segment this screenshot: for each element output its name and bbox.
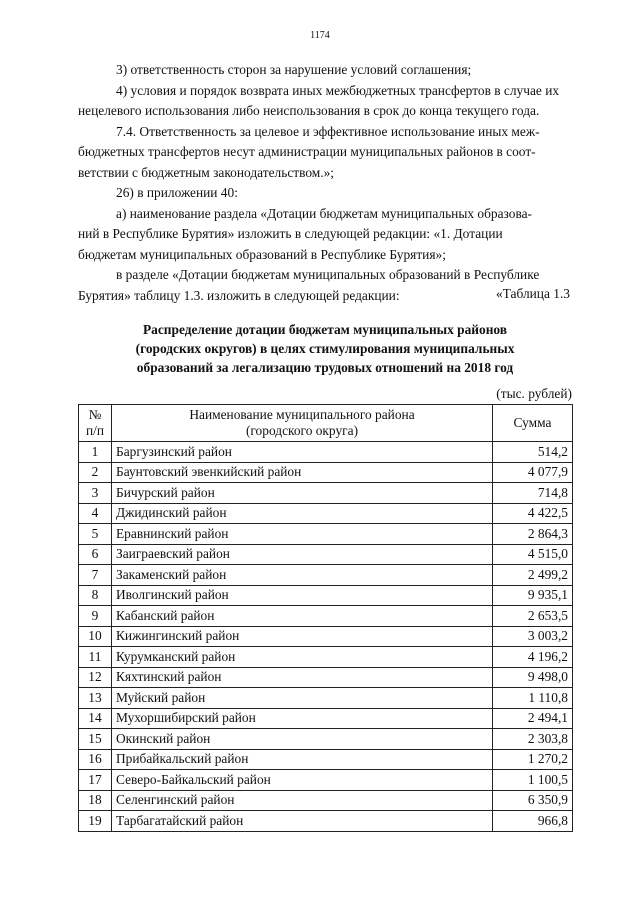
row-number: 12: [79, 667, 112, 688]
header-name-line: (городского округа): [245, 423, 359, 438]
header-number-line: №: [88, 407, 102, 422]
district-name: Тарбагатайский район: [112, 811, 493, 832]
row-sum: 1 110,8: [493, 688, 573, 709]
district-name: Окинский район: [112, 729, 493, 750]
table-title-line: Распределение дотации бюджетам муниципальных районов: [142, 322, 508, 337]
row-number: 14: [79, 708, 112, 729]
district-name: Муйский район: [112, 688, 493, 709]
page-number: 1174: [310, 30, 330, 41]
row-sum: 714,8: [493, 483, 573, 504]
district-name: Мухоршибирский район: [112, 708, 493, 729]
table-row: [79, 483, 573, 504]
row-number: 7: [79, 565, 112, 586]
table-row: [79, 770, 573, 791]
text-line: а) наименование раздела «Дотации бюджетам муниципальных образова-: [116, 205, 532, 221]
header-sum: Сумма: [493, 405, 573, 442]
row-number: 3: [79, 483, 112, 504]
header-name-line: Наименование муниципального района: [189, 407, 415, 422]
district-name: Баунтовский эвенкийский район: [112, 462, 493, 483]
table-row: [79, 544, 573, 565]
row-sum: 3 003,2: [493, 626, 573, 647]
district-name: Курумканский район: [112, 647, 493, 668]
district-name: Кяхтинский район: [112, 667, 493, 688]
table-row: [79, 749, 573, 770]
district-name: Бичурский район: [112, 483, 493, 504]
district-name: Баргузинский район: [112, 442, 493, 463]
row-number: 1: [79, 442, 112, 463]
table-row: [79, 606, 573, 627]
district-name: Селенгинский район: [112, 790, 493, 811]
row-number: 6: [79, 544, 112, 565]
text-line: 7.4. Ответственность за целевое и эффективное использование иных меж-: [116, 123, 540, 139]
row-sum: 514,2: [493, 442, 573, 463]
table-row: [79, 790, 573, 811]
row-sum: 966,8: [493, 811, 573, 832]
row-number: 10: [79, 626, 112, 647]
row-sum: 2 653,5: [493, 606, 573, 627]
table-row: [79, 585, 573, 606]
row-sum: 6 350,9: [493, 790, 573, 811]
table-title-line: образований за легализацию трудовых отношений на 2018 год: [136, 360, 514, 375]
table-row: [79, 708, 573, 729]
table-row: [79, 729, 573, 750]
text-line: 4) условия и порядок возврата иных межбюджетных трансфертов в случае их: [116, 82, 560, 98]
district-name: Иволгинский район: [112, 585, 493, 606]
district-name: Прибайкальский район: [112, 749, 493, 770]
text-line: ний в Республике Бурятия» изложить в следующей редакции: «1. Дотации: [78, 226, 503, 241]
text-line: бюджетных трансфертов несут администрации муниципальных районов в соот-: [78, 144, 536, 159]
table-title-line: (городских округов) в целях стимулирования муниципальных: [135, 341, 515, 356]
row-number: 8: [79, 585, 112, 606]
district-name: Закаменский район: [112, 565, 493, 586]
table-label: «Таблица 1.3: [495, 286, 570, 301]
row-sum: 2 499,2: [493, 565, 573, 586]
row-number: 18: [79, 790, 112, 811]
district-name: Северо-Байкальский район: [112, 770, 493, 791]
table-row: [79, 667, 573, 688]
text-line: Бурятия» таблицу 1.3. изложить в следующей редакции:: [78, 287, 400, 303]
row-sum: 2 303,8: [493, 729, 573, 750]
row-sum: 1 270,2: [493, 749, 573, 770]
text-line: бюджетам муниципальных образований в Республике Бурятия»;: [78, 246, 446, 262]
table-row: [79, 442, 573, 463]
header-name: [112, 405, 493, 442]
row-sum: 9 498,0: [493, 667, 573, 688]
table-row: [79, 503, 573, 524]
table-row: [79, 462, 573, 483]
text-line: 26) в приложении 40:: [116, 185, 238, 200]
row-number: 13: [79, 688, 112, 709]
header-number: [79, 405, 112, 442]
text-line: в разделе «Дотации бюджетам муниципальных образований в Республике: [116, 267, 540, 282]
row-number: 9: [79, 606, 112, 627]
row-sum: 1 100,5: [493, 770, 573, 791]
row-number: 16: [79, 749, 112, 770]
district-name: Заиграевский район: [112, 544, 493, 565]
row-sum: 2 494,1: [493, 708, 573, 729]
row-sum: 9 935,1: [493, 585, 573, 606]
row-sum: 2 864,3: [493, 524, 573, 545]
row-number: 17: [79, 770, 112, 791]
row-sum: 4 196,2: [493, 647, 573, 668]
row-sum: 4 515,0: [493, 544, 573, 565]
district-name: Кабанский район: [112, 606, 493, 627]
row-number: 4: [79, 503, 112, 524]
header-number-line: п/п: [85, 423, 105, 438]
row-number: 15: [79, 729, 112, 750]
text-line: нецелевого использования либо неиспользования в срок до конца текущего года.: [78, 103, 540, 118]
row-sum: 4 422,5: [493, 503, 573, 524]
row-number: 5: [79, 524, 112, 545]
district-name: Джидинский район: [112, 503, 493, 524]
table-row: [79, 688, 573, 709]
table-title: [78, 320, 572, 377]
row-sum: 4 077,9: [493, 462, 573, 483]
text-line: 3) ответственность сторон за нарушение условий соглашения;: [116, 62, 472, 77]
row-number: 2: [79, 462, 112, 483]
table-row: [79, 565, 573, 586]
table-row: [79, 811, 573, 832]
table-row: [79, 524, 573, 545]
distribution-table: [78, 404, 573, 832]
table-row: [79, 626, 573, 647]
table-row: [79, 647, 573, 668]
row-number: 19: [79, 811, 112, 832]
district-name: Кижингинский район: [112, 626, 493, 647]
text-line: ветствии с бюджетным законодательством.»;: [78, 164, 335, 180]
row-number: 11: [79, 647, 112, 668]
body-text: [78, 60, 572, 306]
table-header-row: [79, 405, 573, 442]
units-label: (тыс. рублей): [496, 386, 572, 401]
district-name: Еравнинский район: [112, 524, 493, 545]
